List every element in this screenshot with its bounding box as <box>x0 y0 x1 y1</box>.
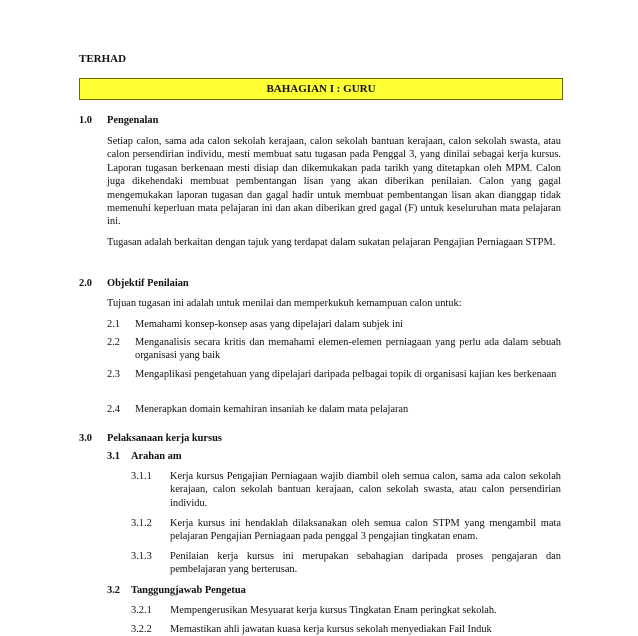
item-3-1-3-number: 3.1.3 <box>131 551 152 562</box>
item-3-1-1-text: Kerja kursus Pengajian Perniagaan wajib diambil oleh semua calon, sama ada calon sekolah kerajaan, calon sekolah bantuan kerajaan, calon sekolah swasta, atau calon persendirian individu. <box>170 471 561 509</box>
section-1-title: Pengenalan <box>107 115 159 126</box>
section-banner: BAHAGIAN I : GURU <box>79 78 563 100</box>
subsection-3-2-title: Tanggungjawab Pengetua <box>131 585 246 596</box>
objective-2-2-text: Menganalisis secara kritis dan memahami elemen-elemen perniagaan yang perlu ada dalam sebuah organisasi yang baik <box>135 337 561 362</box>
item-3-1-2-number: 3.1.2 <box>131 518 152 529</box>
section-2-number: 2.0 <box>79 278 92 289</box>
item-3-1-1-number: 3.1.1 <box>131 471 152 482</box>
objective-2-3-number: 2.3 <box>107 369 120 380</box>
item-3-1-3-text: Penilaian kerja kursus ini merupakan sebahagian daripada proses pengajaran dan pembelajaran yang berterusan. <box>170 551 561 576</box>
item-3-1-2-text: Kerja kursus ini hendaklah dilaksanakan oleh semua calon STPM yang mengambil mata pelajaran Pengajian Perniagaan pada penggal 3 pengajian tingkatan enam. <box>170 518 561 543</box>
item-3-2-2-number: 3.2.2 <box>131 624 152 635</box>
item-3-2-2-text: Memastikan ahli jawatan kuasa kerja kursus sekolah menyediakan Fail Induk <box>170 624 492 635</box>
item-3-2-1-number: 3.2.1 <box>131 605 152 616</box>
section-2-title: Objektif Penilaian <box>107 278 189 289</box>
objective-2-2-number: 2.2 <box>107 337 120 348</box>
subsection-3-2-number: 3.2 <box>107 585 120 596</box>
classification-label: TERHAD <box>79 53 127 65</box>
section-1-paragraph-1: Setiap calon, sama ada calon sekolah kerajaan, calon sekolah bantuan kerajaan, calon sekolah swasta, atau calon persendirian individu, mesti membuat satu tugasan pada Penggal 3, yang dinilai sebagai kerja kursus. Laporan tugasan berkenaan mesti disiap dan dikemukakan pada tarikh yang ditetapkan oleh MPM. Calon juga dikehendaki membuat pembentangan lisan yang akan diberikan penilaian. Calon yang gagal mengemukakan laporan tugasan dan gagal hadir untuk membuat pembentangan lisan akan dianggap tidak memenuhi keperluan mata pelajaran ini dan akan diberikan gred gagal (F) untuk keseluruhan mata pelajaran ini. <box>107 136 561 228</box>
objective-2-4-text: Menerapkan domain kemahiran insaniah ke dalam mata pelajaran <box>135 404 409 415</box>
subsection-3-1-title: Arahan am <box>131 451 182 462</box>
section-3-title: Pelaksanaan kerja kursus <box>107 433 222 444</box>
objective-2-1-number: 2.1 <box>107 319 120 330</box>
objective-2-4-number: 2.4 <box>107 404 120 415</box>
section-1-number: 1.0 <box>79 115 92 126</box>
section-3-number: 3.0 <box>79 433 92 444</box>
objective-2-3-text: Mengaplikasi pengetahuan yang dipelajari daripada pelbagai topik di organisasi kajian kes berkenaan <box>135 369 557 380</box>
section-1-paragraph-2: Tugasan adalah berkaitan dengan tajuk yang terdapat dalam sukatan pelajaran Pengajian Perniagaan STPM. <box>107 237 556 248</box>
subsection-3-1-number: 3.1 <box>107 451 120 462</box>
item-3-2-1-text: Mempengerusikan Mesyuarat kerja kursus Tingkatan Enam peringkat sekolah. <box>170 605 497 616</box>
section-2-intro: Tujuan tugasan ini adalah untuk menilai dan memperkukuh kemampuan calon untuk: <box>107 298 462 309</box>
objective-2-1-text: Memahami konsep-konsep asas yang dipelajari dalam subjek ini <box>135 319 404 330</box>
